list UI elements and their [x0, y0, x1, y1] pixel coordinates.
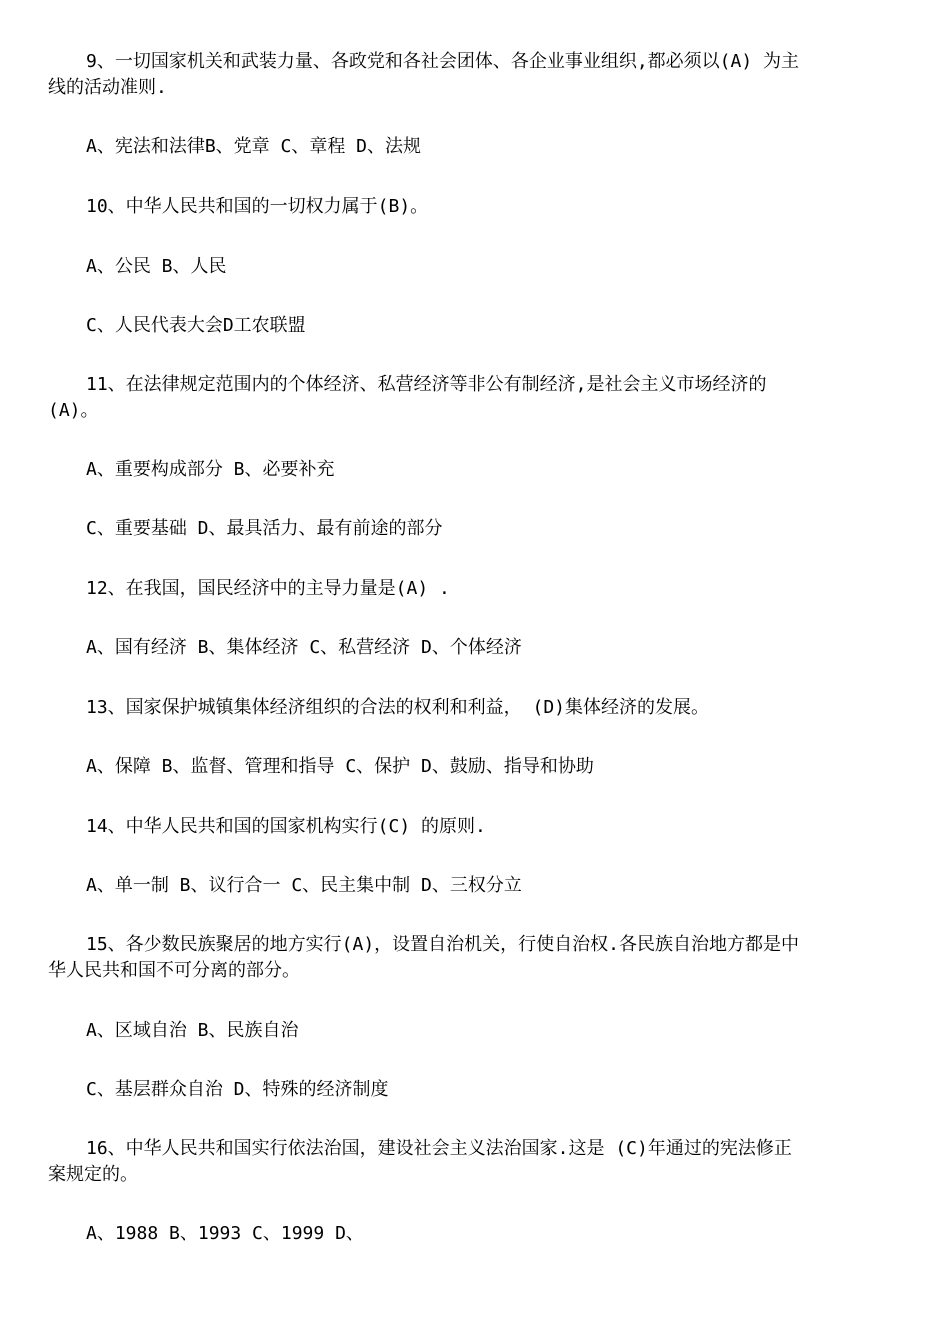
question-10: 10、中华人民共和国的一切权力属于(B)。 — [86, 196, 429, 217]
question-13-options: A、保障 B、监督、管理和指导 C、保护 D、鼓励、指导和协助 — [86, 756, 594, 777]
question-9-line-1: 9、一切国家机关和武装力量、各政党和各社会团体、各企业事业组织,都必须以(A) 为主 — [86, 51, 800, 72]
question-11-options-2: C、重要基础 D、最具活力、最有前途的部分 — [86, 518, 443, 539]
question-16-line-1: 16、中华人民共和国实行依法治国，建设社会主义法治国家.这是 (C)年通过的宪法修正 — [86, 1138, 792, 1159]
question-11-options-1: A、重要构成部分 B、必要补充 — [86, 459, 335, 480]
question-10-options-2: C、人民代表大会D工农联盟 — [86, 315, 306, 336]
question-14-options: A、单一制 B、议行合一 C、民主集中制 D、三权分立 — [86, 875, 522, 896]
question-11 — [48, 372, 900, 424]
question-15-line-1: 15、各少数民族聚居的地方实行(A)，设置自治机关，行使自治权.各民族自治地方都是中 — [86, 934, 800, 955]
question-15-line-2: 华人民共和国不可分离的部分。 — [48, 960, 300, 981]
question-16 — [48, 1136, 900, 1188]
question-11-line-1: 11、在法律规定范围内的个体经济、私营经济等非公有制经济,是社会主义市场经济的 — [86, 374, 767, 395]
question-16-line-2: 案规定的。 — [48, 1164, 138, 1185]
question-16-options: A、1988 B、1993 C、1999 D、 — [86, 1223, 364, 1244]
question-9-options: A、宪法和法律B、党章 C、章程 D、法规 — [86, 136, 422, 157]
question-15-options-2: C、基层群众自治 D、特殊的经济制度 — [86, 1079, 389, 1100]
question-14: 14、中华人民共和国的国家机构实行(C) 的原则. — [86, 816, 486, 837]
question-15-options-1: A、区域自治 B、民族自治 — [86, 1020, 299, 1041]
question-12: 12、在我国，国民经济中的主导力量是(A) . — [86, 578, 450, 599]
question-10-options-1: A、公民 B、人民 — [86, 256, 227, 277]
question-13: 13、国家保护城镇集体经济组织的合法的权利和利益， (D)集体经济的发展。 — [86, 697, 710, 718]
question-9 — [48, 49, 900, 101]
question-15 — [48, 932, 900, 984]
question-12-options: A、国有经济 B、集体经济 C、私营经济 D、个体经济 — [86, 637, 522, 658]
question-9-line-2: 线的活动准则. — [48, 77, 167, 98]
question-11-line-2: (A)。 — [48, 400, 99, 421]
